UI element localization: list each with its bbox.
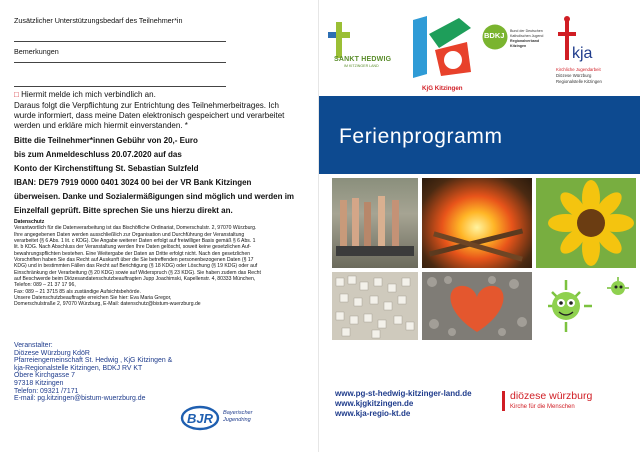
registration-text-1: Hiermit melde ich mich verbindlich an.: [21, 90, 156, 99]
organizer-block: [14, 342, 172, 403]
url-kja-regio[interactable]: www.kja-regio-kt.de: [335, 409, 411, 418]
datenschutz-block: [14, 219, 314, 308]
support-line: [14, 41, 226, 42]
registration-line-1: [14, 91, 156, 99]
datenschutz-line: Verantwortlich für die Datenverarbeitung ist das Bischöfliche Ordinariat, Domerschulstr. 2, 97070 Würzburg.: [14, 225, 257, 232]
bdkj-logo: [482, 24, 548, 70]
url-pg-st-hedwig[interactable]: www.pg-st-hedwig-kitzinger-land.de: [335, 389, 472, 398]
bdkj-line-1: Bund der Deutschen: [510, 29, 543, 33]
remarks-label: Bemerkungen: [14, 47, 59, 56]
datenschutz-line: Domerschulstraße 2, 97070 Würzburg, E-Mail: datenschutz@bistum-wuerzburg.de: [14, 301, 201, 308]
payment-line-3: Konto der Kirchenstiftung St. Sebastian Sulzfeld: [14, 164, 199, 173]
photo-sunflower: [536, 178, 636, 268]
bjr-mark-icon: [180, 405, 220, 431]
kja-logo: [556, 16, 636, 96]
kjg-caption: KjG Kitzingen: [422, 85, 463, 92]
kja-line-3: Regionalstelle Kitzingen: [556, 79, 602, 84]
datenschutz-line: Unsere Datenschutzbeauftragte erreichen Sie hier: Eva Maria Gregor,: [14, 295, 172, 302]
organizer-line: kja-Regionalstelle Kitzingen, BDKJ RV KT: [14, 364, 143, 372]
organizer-line: Pfarreiengemeinschaft St. Hedwig , KjG Kitzingen &: [14, 357, 173, 365]
left-panel: [0, 0, 318, 452]
kjg-logo: [410, 14, 476, 94]
datenschutz-line: auf Beschwerde beim Diözesandatenschutzbeauftragten Jupp Joachimski, Kapellenstr. 4, 80333 München,: [14, 276, 256, 283]
bdkj-mark: BDKJ: [484, 31, 505, 40]
bjr-line-2: Jugendring: [223, 417, 251, 423]
virus-illustration: [536, 272, 636, 340]
datenschutz-heading: Datenschutz: [14, 219, 45, 225]
datenschutz-line: Ihre angegebenen Daten werden ausschließlich zur Organisation und Durchführung der Veranstaltung: [14, 231, 245, 238]
organizer-line: 97318 Kitzingen: [14, 379, 64, 387]
hedwig-name: SANKT HEDWIG: [334, 56, 392, 63]
kja-line-1: Kirchliche Jugendarbeit: [556, 67, 601, 72]
kja-mark: kja: [572, 45, 593, 62]
dioezese-name: diözese würzburg: [510, 390, 593, 402]
datenschutz-line: lit. b KDG. Nach Abschluss der Veranstaltung werden Ihre Daten gelöscht, soweit keine gesetzlichen Auf-: [14, 244, 251, 251]
payment-line-2: bis zum Anmeldeschluss 20.07.2020 auf das: [14, 150, 182, 159]
kja-line-2: Diözese Würzburg: [556, 73, 592, 78]
bdkj-line-3: Regionalverband: [510, 39, 540, 43]
photo-campfire: [422, 178, 532, 268]
organizer-heading: Veranstalter:: [14, 342, 53, 349]
dioezese-bar-icon: [502, 391, 507, 411]
page-title: Ferienprogramm: [339, 125, 503, 148]
tiles-pattern-icon: [332, 272, 418, 340]
title-band: [319, 96, 640, 174]
organizer-line: Obere Kirchgasse 7: [14, 372, 75, 380]
datenschutz-line: KDG) und in bestimmten Fällen das Recht auf Berichtigung (§ 18 KDG) oder Löschung (§ 19 KDG) oder auf: [14, 263, 258, 270]
datenschutz-line: Vorschriften haben Sie das Recht auf Auskunft über die Sie betreffenden personenbezogenen Daten (§ 17: [14, 257, 254, 264]
payment-line-5: überweisen. Danke und Sozialermäßigungen sind möglich und werden im: [14, 192, 295, 201]
bjr-mark-text: BJR: [187, 411, 214, 426]
checkbox-icon[interactable]: □: [14, 90, 19, 99]
virus-icon: [536, 272, 636, 340]
dioezese-tagline: Kirche für die Menschen: [510, 404, 575, 410]
datenschutz-line: Telefon: 089 – 21 37 17 96,: [14, 282, 76, 289]
url-kjg-kitzingen[interactable]: www.kjgkitzingen.de: [335, 399, 414, 408]
datenschutz-line: Einschränkung der Verarbeitung (§ 20 KDG) sowie auf Widerspruch (§ 23 KDG). Sie haben zudem das Recht: [14, 269, 261, 276]
datenschutz-line: Fax: 089 – 21 3715 85 als zuständige Aufsichtsbehörde.: [14, 288, 141, 295]
kjg-mark-icon: [413, 14, 473, 80]
sunflower-icon: [536, 178, 636, 268]
photo-letter-tiles: [332, 272, 418, 340]
registration-line-2: Daraus folgt die Verpflichtung zur Entrichtung des Teilnehmerbeitrages. Ich: [14, 101, 279, 110]
registration-line-4: werden und erkläre mich hiermit einverstanden. *: [14, 121, 188, 130]
bdkj-line-2: Katholischen Jugend: [510, 34, 544, 38]
photo-stone-heart: [422, 272, 532, 340]
payment-iban: IBAN: DE79 7919 0000 0401 3024 00 bei der VR Bank Kitzingen: [14, 178, 252, 187]
remarks-line-1: [14, 62, 226, 63]
bjr-line-1: Bayerischer: [223, 410, 253, 416]
hedwig-sub: IM KITZINGER LAND: [344, 64, 379, 68]
dioezese-wuerzburg-logo: [502, 389, 632, 417]
payment-line-1: Bitte die Teilnehmer*innen Gebühr von 20,- Euro: [14, 136, 198, 145]
organizer-email: E-mail: pg.kitzingen@bistum-wuerzburg.de: [14, 395, 146, 403]
datenschutz-line: bewahrungspflichten bestehen. Eine Weitergabe der Daten an Dritte erfolgt nicht. Nach den gesetzlichen: [14, 250, 251, 257]
photo-children-legs: [332, 178, 418, 268]
organizer-line: Telefon: 09321 /7171: [14, 387, 79, 395]
payment-line-6: Einzelfall geprüft. Bitte sprechen Sie uns hierzu direkt an.: [14, 206, 233, 215]
bdkj-line-4: Kitzingen: [510, 44, 527, 48]
hedwig-cross-icon: [328, 22, 350, 58]
remarks-line-2: [14, 86, 226, 87]
registration-line-3: wurde informiert, dass meine Daten elektronisch gespeichert und verarbeitet: [14, 111, 285, 120]
organizer-line: Diözese Würzburg KdöR: [14, 349, 90, 357]
stone-heart-icon: [422, 272, 532, 340]
support-label: Zusätzlicher Unterstützungsbedarf des Teilnehmer*in: [14, 16, 183, 25]
bjr-logo: [180, 405, 270, 431]
datenschutz-line: verarbeitet (§ 6 Abs. 1 lit. c KDG). Die Angabe weiterer Daten erfolgt auf freiwilliger Basis gemäß § 6 Abs. 1: [14, 238, 256, 245]
sankt-hedwig-logo: [322, 22, 406, 68]
